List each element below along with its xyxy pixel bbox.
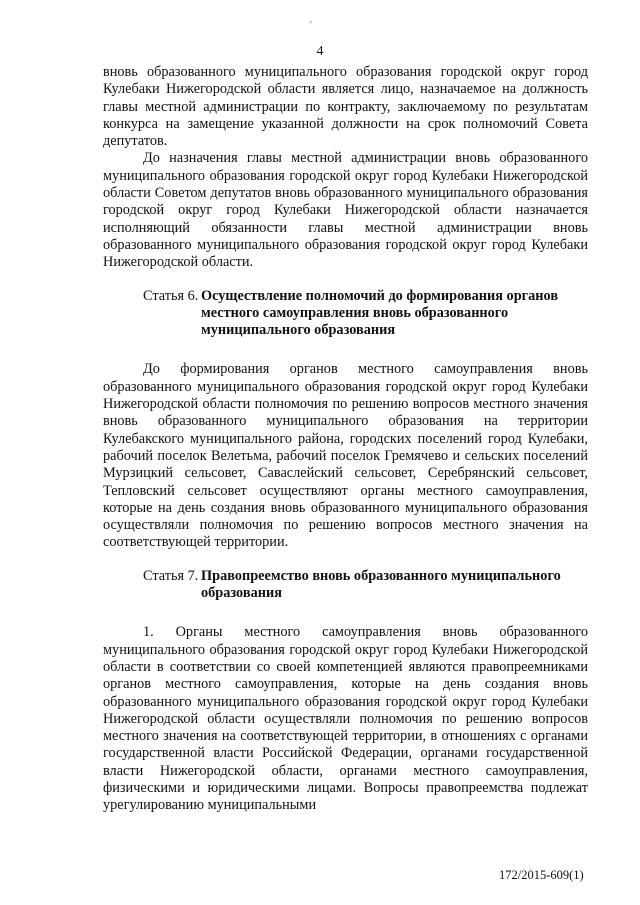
article-7-heading [103, 568, 588, 603]
article-6-text: До формирования органов местного самоуправления вновь образованного муниципального образования городской округ город Кулебаки Нижегородской области полномочия по решению вопросов местного значения вновь образованного муниципального образования на территории Кулебакского муниципального района, городских поселений город Кулебаки, рабочий поселок Велетьма, рабочий поселок Гремячево и сельских поселений Мурзицкий сельсовет, Саваслейский сельсовет, Серебрянский сельсовет, Тепловский сельсовет осуществляют органы местного самоуправления, которые на день создания вновь образованного муниципального образования осуществляли полномочия по решению вопросов местного значения на соответствующей территории. [103, 361, 588, 551]
document-body [103, 64, 588, 815]
article-7-text: 1. Органы местного самоуправления вновь образованного муниципального образования городской округ город Кулебаки Нижегородской области в соответствии со своей компетенцией являются правопреемниками органов местного самоуправления, которые на день создания вновь образованного муниципального образования городской округ город Кулебаки Нижегородской области осуществляли полномочия по решению вопросов местного значения на соответствующей территории, в отношениях с органами государственной власти Российской Федерации, органами государственной власти Нижегородской области, органами местного самоуправления, физическими и юридическими лицами. Вопросы правопреемства подлежат урегулированию муниципальными [103, 624, 588, 814]
article-6-title: Осуществление полномочий до формирования органов местного самоуправления вновь образованного муниципального образования [201, 287, 559, 339]
paragraph-acting-head: До назначения главы местной администрации вновь образованного муниципального образования городской округ город Кулебаки Нижегородской области Советом депутатов вновь образованного муниципального образования городской округ город Кулебаки Нижегородской области назначается исполняющий обязанности главы местной администрации вновь образованного муниципального образования городской округ город Кулебаки Нижегородской области. [103, 150, 588, 271]
article-6-number: Статья 6. [143, 287, 199, 304]
article-7-number: Статья 7. [143, 567, 199, 584]
document-code: 172/2015-609(1) [499, 868, 584, 882]
page-number: 4 [316, 44, 324, 59]
paragraph-continuation: вновь образованного муниципального образования городской округ город Кулебаки Нижегородской области является лицо, назначаемое на должность главы местной администрации по контракту, заключаемому по результатам конкурса на замещение указанной должности на срок полномочий Совета депутатов. [103, 64, 588, 150]
scan-mark: ' [310, 20, 312, 31]
article-6-heading [103, 288, 588, 340]
article-7-title: Правопреемство вновь образованного муниципального образования [201, 567, 561, 602]
